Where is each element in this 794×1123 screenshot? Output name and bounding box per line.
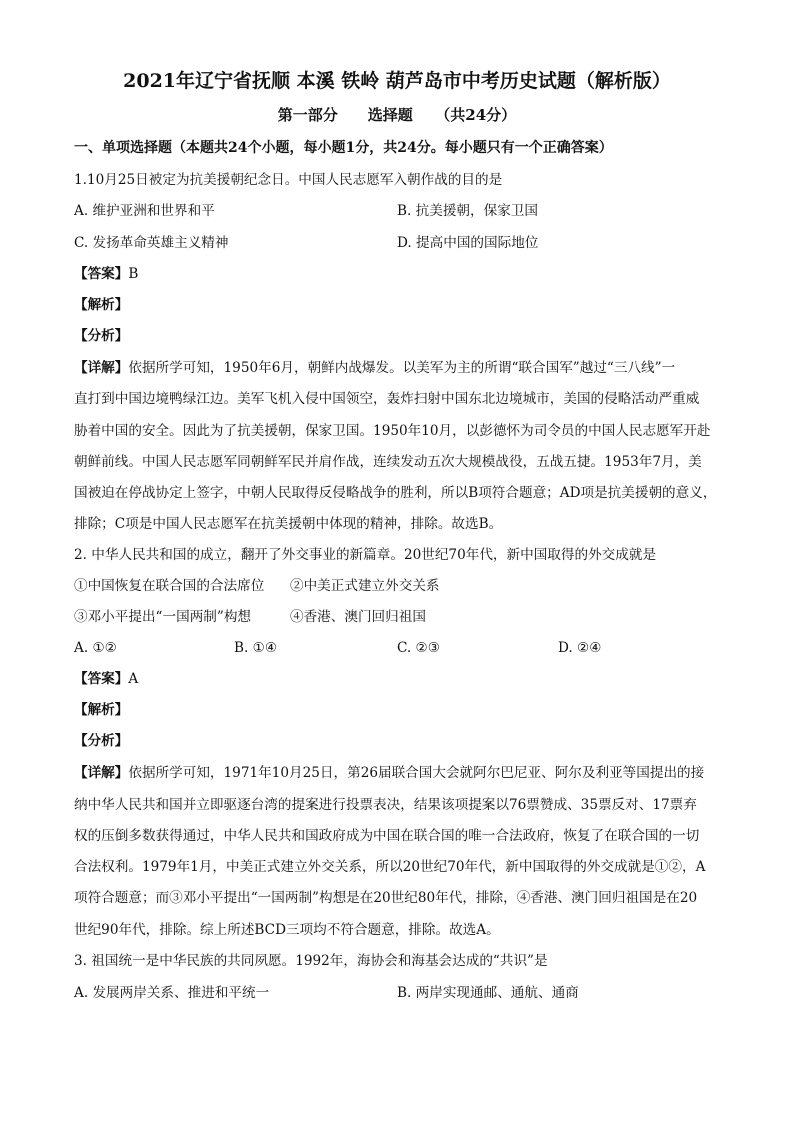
question-2-answer xyxy=(74,673,138,687)
document-title: 2021年辽宁省抚顺 本溪 铁岭 葫芦岛市中考历史试题（解析版） xyxy=(123,70,671,92)
question-2-detail-line-5: 项符合题意；而③邓小平提出“一国两制”构想是在20世纪80年代，排除，④香港、澳门回归祖国是在20 xyxy=(74,890,698,906)
question-2-explain-label: 【解析】 xyxy=(74,702,129,718)
question-1-stem: 1.10月25日被定为抗美援朝纪念日。中国人民志愿军入朝作战的目的是 xyxy=(74,172,503,188)
answer-value: A xyxy=(128,671,139,687)
question-2-detail-line-2: 纳中华人民共和国并立即驱逐台湾的提案进行投票表决，结果该项提案以76票赞成、35票反对、17票弃 xyxy=(74,797,697,813)
question-2-item-4: ④香港、澳门回归祖国 xyxy=(290,609,426,625)
question-1-option-c: C. 发扬革命英雄主义精神 xyxy=(74,235,229,251)
question-1-detail-line-2: 直打到中国边境鸭绿江边。美军飞机入侵中国领空，轰炸扫射中国东北边境城市，美国的侵略活动严重威 xyxy=(74,391,700,407)
detail-label: 【详解】 xyxy=(74,360,129,376)
question-1-detail-line-1 xyxy=(74,362,675,376)
answer-label: 【答案】 xyxy=(74,266,129,282)
question-1-detail-line-3: 胁着中国的安全。因此为了抗美援朝，保家卫国。1950年10月，以彭德怀为司令员的中国人民志愿军开赴 xyxy=(74,423,711,439)
question-2-detail-line-6: 世纪90年代，排除。综上所述BCD三项均不符合题意，排除。故选A。 xyxy=(74,922,500,938)
question-1-option-d: D. 提高中国的国际地位 xyxy=(397,235,539,251)
question-1-explain-label: 【解析】 xyxy=(74,297,129,313)
question-2-item-1: ①中国恢复在联合国的合法席位 xyxy=(74,578,265,594)
question-2-item-3: ③邓小平提出“一国两制”构想 xyxy=(74,609,252,625)
question-3-option-b: B. 两岸实现通邮、通航、通商 xyxy=(397,985,579,1001)
question-1-detail-line-4: 朝鲜前线。中国人民志愿军同朝鲜军民并肩作战，连续发动五次大规模战役，五战五捷。1953年7月，美 xyxy=(74,454,702,470)
question-2-detail-line-3: 权的压倒多数获得通过，中华人民共和国政府成为中国在联合国的唯一合法政府，恢复了在联合国的一切 xyxy=(74,828,700,844)
question-1-answer xyxy=(74,268,138,282)
question-1-detail-line-6: 排除；C项是中国人民志愿军在抗美援朝中体现的精神，排除。故选B。 xyxy=(74,516,503,532)
question-1-option-b: B. 抗美援朝，保家卫国 xyxy=(397,203,538,219)
question-2-detail-line-4: 合法权利。1979年1月，中美正式建立外交关系，所以20世纪70年代，新中国取得的外交成就是①②，A xyxy=(74,859,706,875)
question-2-option-a: A. ①② xyxy=(74,640,117,656)
question-2-stem: 2. 中华人民共和国的成立，翻开了外交事业的新篇章。20世纪70年代，新中国取得的外交成就是 xyxy=(74,547,657,563)
question-2-item-2: ②中美正式建立外交关系 xyxy=(290,578,440,594)
question-1-analysis-label: 【分析】 xyxy=(74,328,129,344)
question-3-stem: 3. 祖国统一是中华民族的共同夙愿。1992年，海协会和海基会达成的“共识”是 xyxy=(74,953,548,969)
question-2-analysis-label: 【分析】 xyxy=(74,733,129,749)
answer-value: B xyxy=(128,266,139,282)
detail-label: 【详解】 xyxy=(74,765,129,781)
question-2-detail-line-1 xyxy=(74,767,704,781)
question-2-option-c: C. ②③ xyxy=(397,640,440,656)
question-1-detail-line-5: 国被迫在停战协定上签字，中朝人民取得反侵略战争的胜利，所以B项符合题意；AD项是抗美援朝的意义， xyxy=(74,485,717,501)
part-heading: 第一部分 选择题 （共24分） xyxy=(277,106,517,124)
section-heading: 一、单项选择题（本题共24个小题，每小题1分，共24分。每小题只有一个正确答案） xyxy=(74,140,613,156)
answer-label: 【答案】 xyxy=(74,671,129,687)
detail-text: 依据所学可知，1971年10月25日，第26届联合国大会就阿尔巴尼亚、阿尔及利亚等国提出的接 xyxy=(128,765,705,781)
detail-text: 依据所学可知，1950年6月，朝鲜内战爆发。以美军为主的所谓“联合国军”越过“三八线”一 xyxy=(128,360,676,376)
question-2-option-d: D. ②④ xyxy=(558,640,602,656)
question-1-option-a: A. 维护亚洲和世界和平 xyxy=(74,203,215,219)
question-3-option-a: A. 发展两岸关系、推进和平统一 xyxy=(74,985,270,1001)
question-2-option-b: B. ①④ xyxy=(234,640,278,656)
